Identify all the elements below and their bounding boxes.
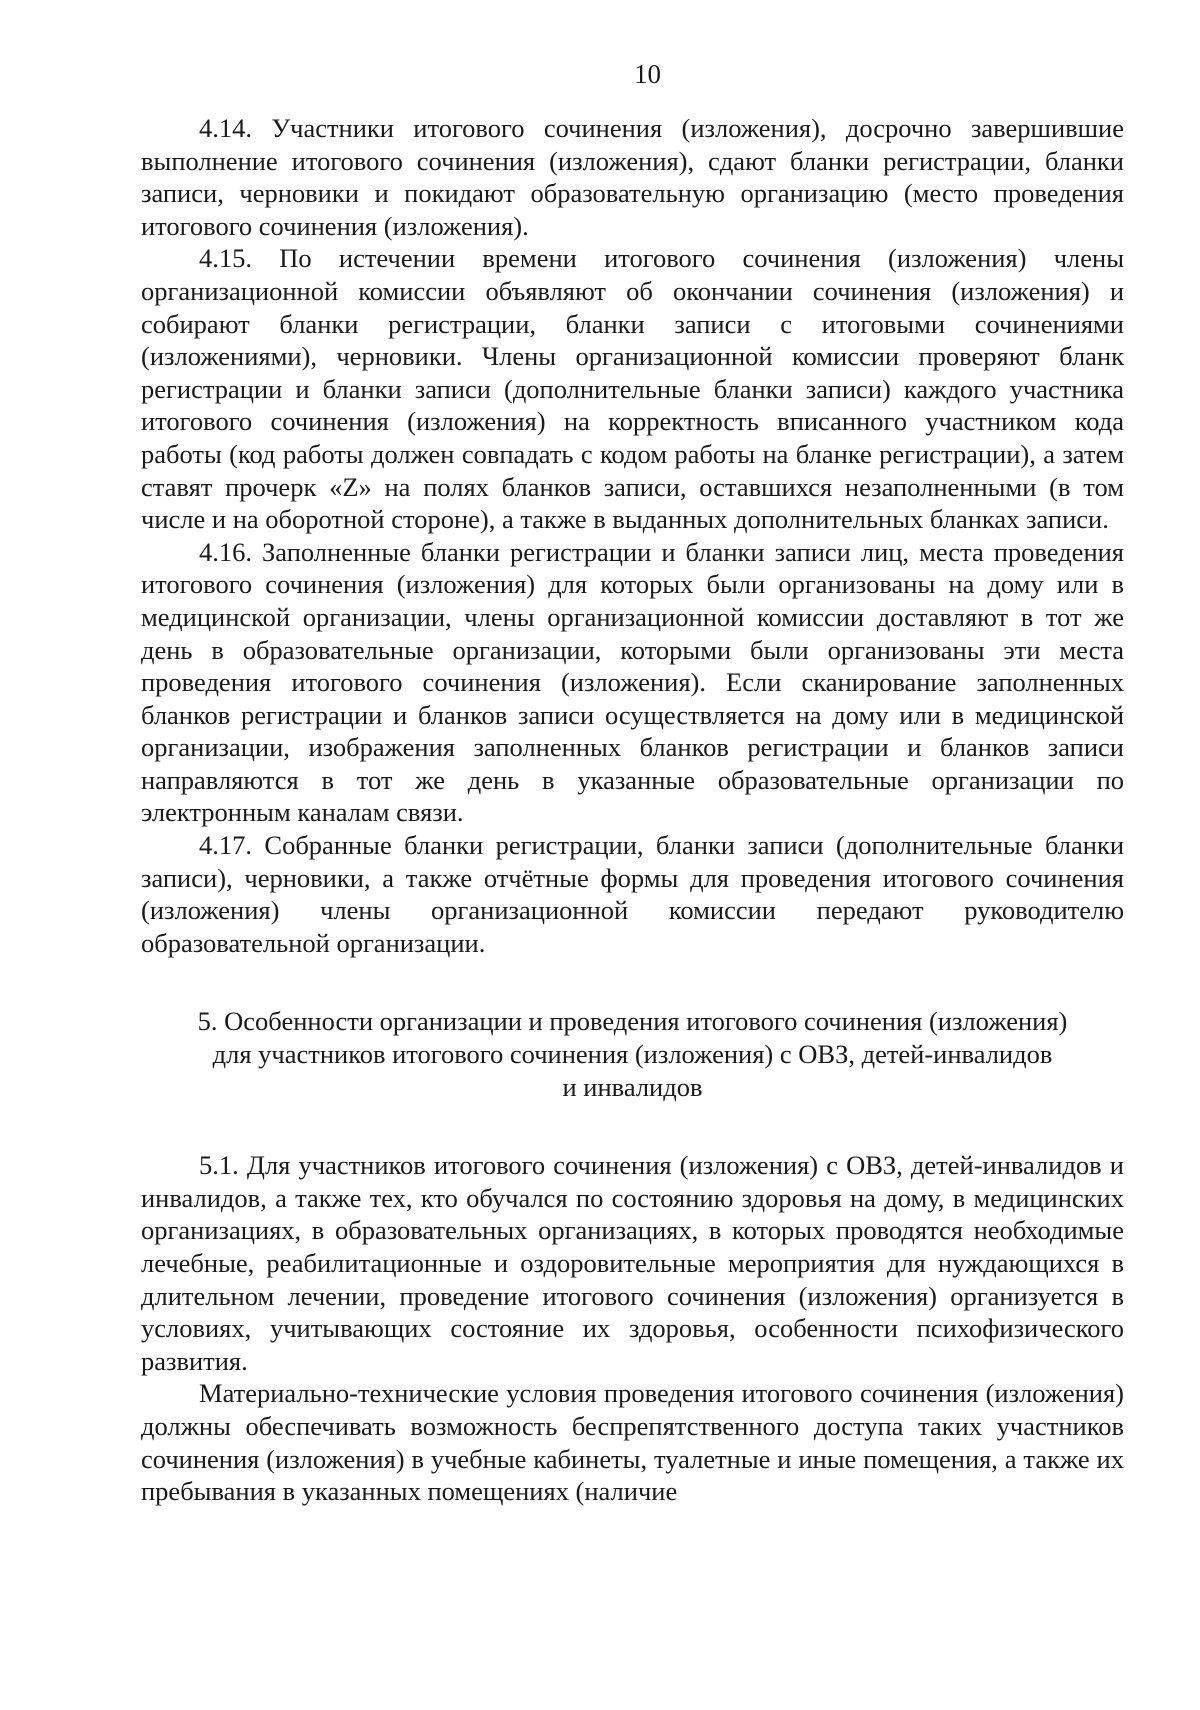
paragraph-4-17: 4.17. Собранные бланки регистрации, бланки записи (дополнительные бланки записи), черновики, а также отчётные формы для проведения итогового сочинения (изложения) члены организационной комиссии передают руководителю образовательной организации. [141, 830, 1124, 958]
section-5-heading-line: для участников итогового сочинения (изложения) с ОВЗ, детей-инвалидов [212, 1039, 1053, 1070]
section-5-heading-line: и инвалидов [562, 1071, 703, 1102]
paragraph-5-1: 5.1. Для участников итогового сочинения (изложения) с ОВЗ, детей-инвалидов и инвалидов, а также тех, кто обучался по состоянию здоровья на дому, в медицинских организациях, в образовательных организациях, в которых проводятся необходимые лечебные, реабилитационные и оздоровительные мероприятия для нуждающихся в длительном лечении, проведение итогового сочинения (изложения) организуется в условиях, учитывающих состояние их здоровья, особенности психофизического развития. [141, 1150, 1124, 1376]
paragraph-material-conditions: Материально-технические условия проведения итогового сочинения (изложения) должны обеспечивать возможность беспрепятственного доступа таких участников сочинения (изложения) в учебные кабинеты, туалетные и иные помещения, а также их пребывания в указанных помещениях (наличие [141, 1378, 1124, 1507]
page-number: 10 [634, 59, 661, 89]
section-5-heading-line: 5. Особенности организации и проведения итогового сочинения (изложения) [197, 1006, 1068, 1037]
paragraph-4-14: 4.14. Участники итогового сочинения (изложения), досрочно завершившие выполнение итогового сочинения (изложения), сдают бланки регистрации, бланки записи, черновики и покидают образовательную организацию (место проведения итогового сочинения (изложения). [141, 113, 1124, 241]
paragraph-4-15: 4.15. По истечении времени итогового сочинения (изложения) члены организационной комиссии объявляют об окончании сочинения (изложения) и собирают бланки регистрации, бланки записи с итоговыми сочинениями (изложениями), черновики. Члены организационной комиссии проверяют бланк регистрации и бланки записи (дополнительные бланки записи) каждого участника итогового сочинения (изложения) на корректность вписанного участником кода работы (код работы должен совпадать с кодом работы на бланке регистрации), а затем ставят прочерк «Z» на полях бланков записи, оставшихся незаполненными (в том числе и на оборотной стороне), а также в выданных дополнительных бланках записи. [141, 243, 1124, 535]
paragraph-4-16: 4.16. Заполненные бланки регистрации и бланки записи лиц, места проведения итогового сочинения (изложения) для которых были организованы на дому или в медицинской организации, члены организационной комиссии доставляют в тот же день в образовательные организации, которыми были организованы эти места проведения итогового сочинения (изложения). Если сканирование заполненных бланков регистрации и бланков записи осуществляется на дому или в медицинской организации, изображения заполненных бланков регистрации и бланков записи направляются в тот же день в указанные образовательные организации по электронным каналам связи. [141, 536, 1124, 828]
section-5-heading [141, 1005, 1124, 1103]
